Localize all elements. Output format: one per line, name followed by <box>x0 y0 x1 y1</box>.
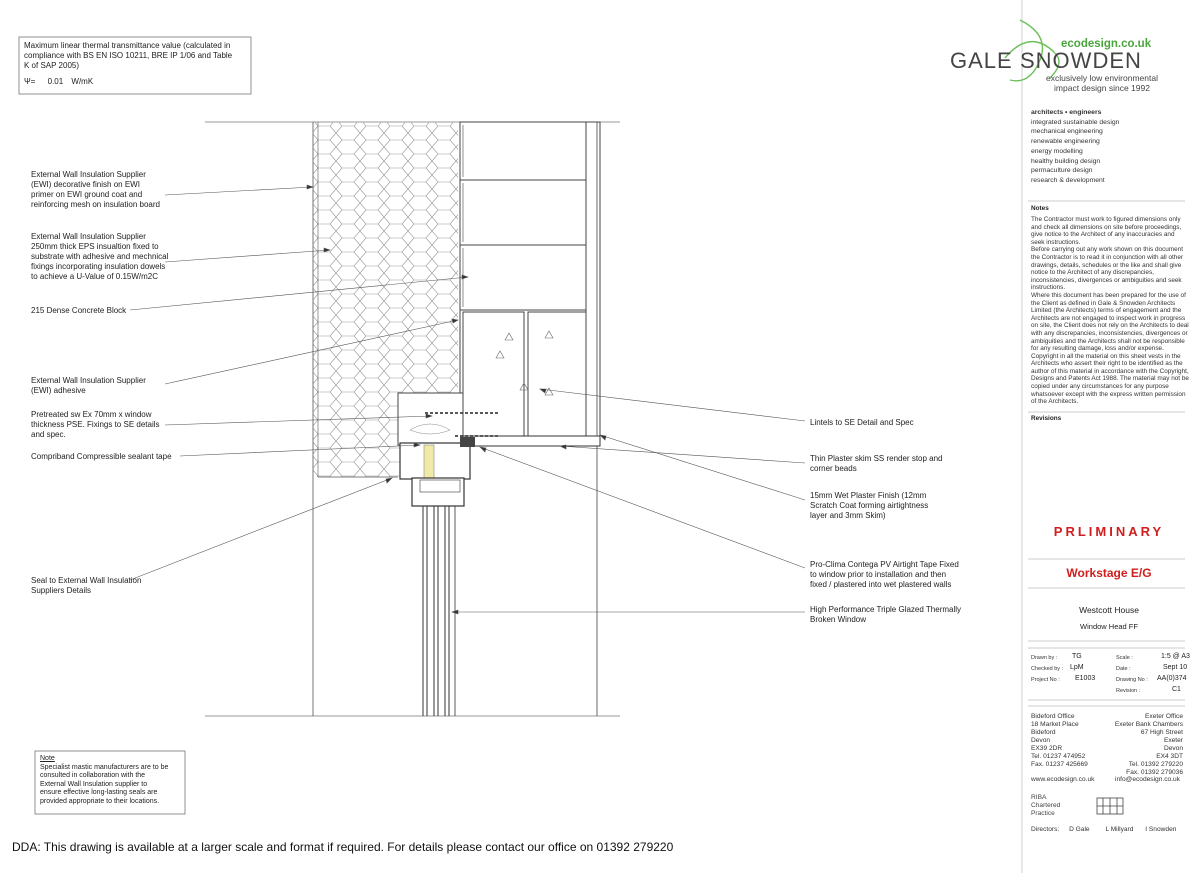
revision: C1 <box>1172 686 1181 693</box>
checked-by: LpM <box>1070 664 1084 671</box>
label-ewi-insulation: External Wall Insulation Supplier 250mm thick EPS insualtion fixed to substrate with adhesive and mechnical fixings incorporating insulation dowels to achieve a U-Value of 0.15W/m2C <box>31 232 169 281</box>
thermal-box-line: K of SAP 2005) <box>24 61 79 70</box>
tagline: exclusively low environmental impact design since 1992 <box>1046 73 1158 93</box>
psi-symbol: Ψ= <box>24 77 36 86</box>
email-link[interactable]: info@ecodesign.co.uk <box>1115 776 1180 783</box>
drawing-title: Window Head FF <box>1080 622 1138 631</box>
label-plaster-skim: Thin Plaster skim SS render stop and corner beads <box>810 454 943 473</box>
drawing-no: AA(0)374 <box>1157 675 1187 682</box>
revision-key: Revision : <box>1116 688 1141 694</box>
label-compriband: Compriband Compressible sealant tape <box>31 452 172 461</box>
date: Sept 10 <box>1163 664 1188 671</box>
notes-heading: Notes <box>1031 205 1049 212</box>
label-wet-plaster: 15mm Wet Plaster Finish (12mm Scratch Coat forming airtightness layer and 3mm Skim) <box>810 491 929 520</box>
thermal-box-line: Maximum linear thermal transmittance value (calculated in <box>24 41 231 50</box>
logo-snowden: SNOWDEN <box>1020 48 1142 73</box>
label-timber-pse: Pretreated sw Ex 70mm x window thickness PSE. Fixings to SE details and spec. <box>31 410 160 439</box>
drawn-by-key: Drawn by : <box>1031 655 1058 661</box>
label-ewi-adhesive: External Wall Insulation Supplier (EWI) adhesive <box>31 376 146 395</box>
note-box: Note Specialist mastic manufacturers are to be consulted in collaboration with the External Wall Insulation supplier to ensure effective long-lasting seals are provided appropriate to their locations. <box>40 755 169 805</box>
lintel-left <box>463 312 524 436</box>
ecodesign-badge: ecodesign.co.uk <box>1061 38 1152 50</box>
timber-pse <box>398 393 463 445</box>
window-head-frame <box>400 443 470 479</box>
label-ewi-finish: External Wall Insulation Supplier (EWI) decorative finish on EWI primer on EWI ground coat and reinforcing mesh on insulation board <box>31 170 160 209</box>
label-concrete-block: 215 Dense Concrete Block <box>31 306 127 315</box>
status-preliminary: PRLIMINARY <box>1053 524 1165 539</box>
thermal-box <box>24 41 249 87</box>
drawn-by: TG <box>1072 653 1082 660</box>
label-lintels: Lintels to SE Detail and Spec <box>810 418 914 427</box>
services-list: architects • engineers integrated sustainable design mechanical engineering renewable engineering energy modelling healthy building design permaculture design research & development <box>1031 109 1120 184</box>
office-exeter: Exeter Office Exeter Bank Chambers 67 High Street Exeter Devon EX4 3DT Tel. 01392 279220 Fax. 01392 279036 <box>1114 713 1183 776</box>
project-no: E1003 <box>1075 675 1096 682</box>
checked-by-key: Checked by : <box>1031 666 1064 672</box>
note-title: Note <box>40 755 55 762</box>
psi-unit: W/mK <box>71 77 94 86</box>
website-link[interactable]: www.ecodesign.co.uk <box>1031 776 1095 783</box>
directors: Directors: D Gale L Millyard I Snowden <box>1031 826 1177 833</box>
label-airtight-tape: Pro-Clima Contega PV Airtight Tape Fixed to window prior to installation and then fixed / plastered into wet plastered walls <box>810 560 959 589</box>
logo-gale: GALE <box>950 48 1013 73</box>
dda-statement: DDA: This drawing is available at a larger scale and format if required. For details please contact our office on 01392 279220 <box>12 840 674 854</box>
lintel-right <box>528 312 586 436</box>
triple-glazing <box>423 506 455 716</box>
drawing-no-key: Drawing No : <box>1116 677 1148 683</box>
workstage: Workstage E/G <box>1066 566 1152 580</box>
scale: 1:5 @ A3 <box>1161 653 1190 660</box>
notes-body: The Contractor must work to figured dimensions only and check all dimensions on site before proceedings, give notice to the Architect of any inaccuracies and seek instructions. Before carrying out any work shown on this document the Contractor is to read it in conjunction with all other drawings, details, schedules or the like and shall give notice to the Architect of any discrepancies, inconsistencies, divergences or ambiguities and seek instructions. Where this document has been prepared for the use of the Client as defined in Gale & Snowden Architects Limited (the Architects) terms of engagement and the Architects are not engaged to inspect work in progress on site, the Client does not rely on the Architects to deal with any discrepancies, inconsistencies, divergences or ambiguities and the Architects shall not be responsible for any resulting damage, loss and/or expense. Copyright in all the material on this sheet vests in the Architects who assert their right to be identified as the author of this material in accordance with the Copyright, Designs and Patents Act 1988. The material may not be copied under any circumstances for any purpose whatsoever except with the express written permission of the Architects. <box>1031 216 1189 406</box>
project-no-key: Project No : <box>1031 677 1060 683</box>
revisions-heading: Revisions <box>1031 415 1062 422</box>
date-key: Date : <box>1116 666 1131 672</box>
scale-key: Scale : <box>1116 655 1133 661</box>
office-bideford: Bideford Office 18 Market Place Bideford Devon EX39 2DR Tel. 01237 474952 Fax. 01237 425669 <box>1031 713 1088 768</box>
psi-value: 0.01 <box>47 77 64 86</box>
thermal-box-line: compliance with BS EN ISO 10211, BRE IP 1/06 and Table <box>24 51 233 60</box>
project-name: Westcott House <box>1079 605 1139 615</box>
label-window: High Performance Triple Glazed Thermally Broken Window <box>810 605 962 624</box>
label-seal-ewi: Seal to External Wall Insulation Suppliers Details <box>31 576 142 595</box>
title-block <box>950 0 1200 873</box>
riba-text: RIBA Chartered Practice <box>1031 794 1061 817</box>
